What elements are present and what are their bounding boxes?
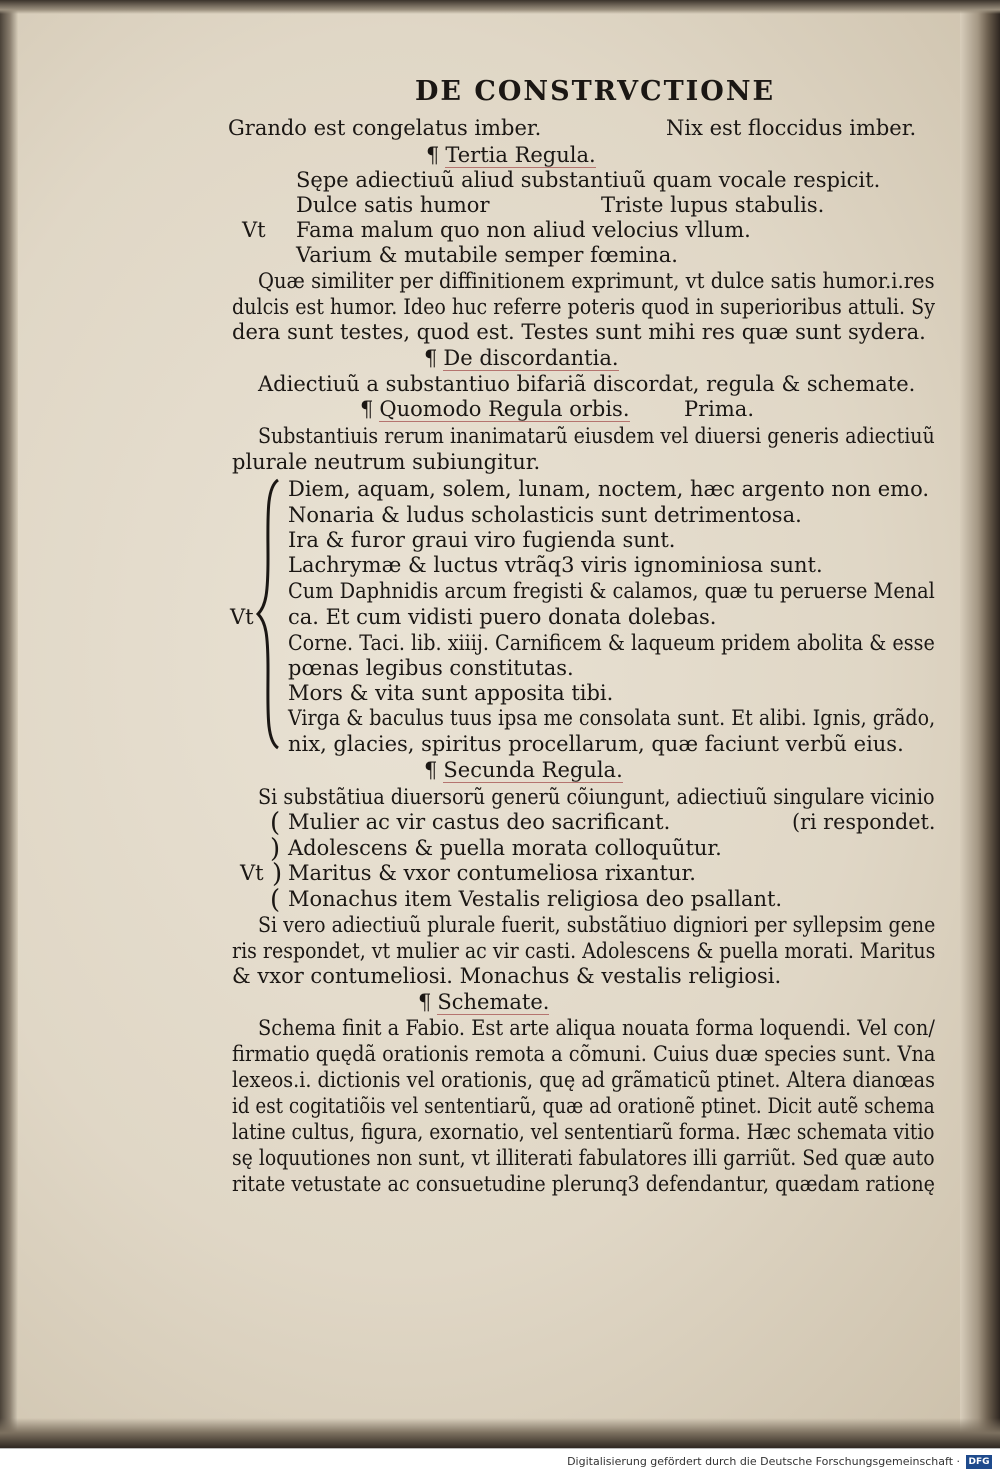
text-line: Virga & baculus tuus ipsa me consolata sunt. Et alibi. Ignis, grãdo, <box>288 706 936 730</box>
text-line: dulcis est humor. Ideo huc referre poteris quod in superioribus attuli. Sy <box>232 295 935 319</box>
text-line: (ri respondet. <box>792 810 936 834</box>
section-heading <box>360 397 630 421</box>
text-line: Ira & furor graui viro fugienda sunt. <box>288 528 676 552</box>
dfg-logo-icon: DFG <box>966 1455 992 1469</box>
text-line: Dulce satis humor <box>296 193 490 217</box>
text-line: Adolescens & puella morata colloquũtur. <box>288 836 722 860</box>
text-line: latine cultus, figura, exornatio, vel sententiarũ forma. Hæc schemata vitio <box>232 1120 935 1144</box>
text-line: Mulier ac vir castus deo sacrificant. <box>288 810 671 834</box>
text-line: Diem, aquam, solem, lunam, noctem, hæc argento non emo. <box>288 477 930 501</box>
text-line: Varium & mutabile semper fœmina. <box>296 243 678 267</box>
pilcrow-icon: ¶ <box>424 758 438 782</box>
text-line: nix, glacies, spiritus procellarum, quæ faciunt verbũ eius. <box>288 732 904 756</box>
text-line: Lachrymæ & luctus vtrãq3 viris ignominiosa sunt. <box>288 553 823 577</box>
text-line: Si vero adiectiuũ plurale fuerit, substãtiuo digniori per syllepsim gene <box>258 913 936 937</box>
text-line: Quæ similiter per diffinitionem exprimunt, vt dulce satis humor.i.res <box>258 269 935 293</box>
text-line: Maritus & vxor contumeliosa rixantur. <box>288 861 696 885</box>
text-line: plurale neutrum subiungitur. <box>232 450 541 474</box>
text-line: Grando est congelatus imber. <box>228 116 542 140</box>
text-line: lexeos.i. dictionis vel orationis, quę ad grãmaticũ ptinet. Altera dianœas <box>232 1068 935 1092</box>
text-line: ca. Et cum vidisti puero donata dolebas. <box>288 605 717 629</box>
section-heading <box>424 346 619 370</box>
text-line: Substantiuis rerum inanimatarũ eiusdem vel diuersi generis adiectiuũ <box>258 424 935 448</box>
section-heading <box>426 143 596 167</box>
pilcrow-icon: ¶ <box>426 143 440 167</box>
running-header: DE CONSTRVCTIONE <box>415 76 776 107</box>
text-line: sę loquutiones non sunt, vt illiterati fabulatores illi garriũt. Sed quæ auto <box>232 1146 935 1170</box>
text-line: Cum Daphnidis arcum fregisti & calamos, quæ tu peruerse Menal <box>288 579 935 603</box>
funding-credit: Digitalisierung gefördert durch die Deutsche Forschungsgemeinschaft · <box>567 1455 960 1468</box>
text-line: Mors & vita sunt apposita tibi. <box>288 681 614 705</box>
text-line: Si substãtiua diuersorũ generũ cõiungunt, adiectiuũ singulare vicinio <box>258 785 935 809</box>
heading-text: Secunda Regula. <box>443 758 623 782</box>
paren-icon: ) <box>270 834 281 864</box>
brace-icon <box>256 478 280 750</box>
page-top-edge <box>0 0 1000 14</box>
section-heading <box>418 990 549 1014</box>
text-line: Schema finit a Fabio. Est arte aliqua nouata forma loquendi. Vel con/ <box>258 1016 935 1040</box>
page-bottom-edge <box>0 1418 1000 1448</box>
text-line: Sępe adiectiuũ aliud substantiuũ quam vocale respicit. <box>296 168 881 192</box>
text-line: ris respondet, vt mulier ac vir casti. Adolescens & puella morati. Maritus <box>232 939 936 963</box>
text-line: id est cogitatiõis vel sententiarũ, quæ ad orationẽ ptinet. Dicit autẽ schema <box>232 1094 935 1118</box>
paren-icon: ( <box>270 885 281 915</box>
text-line: Fama malum quo non aliud velocius vllum. <box>296 218 751 242</box>
text-line: Adiectiuũ a substantiuo bifariã discordat, regula & schemate. <box>258 372 916 396</box>
side-marker-vt: Vt <box>242 218 266 242</box>
text-line: Nix est floccidus imber. <box>666 116 917 140</box>
text-line: & vxor contumeliosi. Monachus & vestalis religiosi. <box>232 964 782 988</box>
pilcrow-icon: ¶ <box>360 397 374 421</box>
pilcrow-icon: ¶ <box>424 346 438 370</box>
paren-icon: ) <box>272 859 283 889</box>
pilcrow-icon: ¶ <box>418 990 432 1014</box>
heading-text: De discordantia. <box>443 346 619 370</box>
text-line: Nonaria & ludus scholasticis sunt detrimentosa. <box>288 503 802 527</box>
page-left-edge <box>0 0 18 1448</box>
page-right-edge <box>960 0 1000 1448</box>
paren-icon: ( <box>270 808 281 838</box>
text-line: firmatio quędã orationis remota a cõmuni. Cuius duæ species sunt. Vna <box>232 1042 936 1066</box>
side-marker-vt: Vt <box>230 605 254 629</box>
heading-text: Schemate. <box>437 990 550 1014</box>
funding-footer <box>0 1448 1000 1475</box>
text-line: dera sunt testes, quod est. Testes sunt mihi res quæ sunt sydera. <box>232 320 926 344</box>
heading-text: Quomodo Regula orbis. <box>379 397 630 421</box>
heading-text: Tertia Regula. <box>445 143 596 167</box>
section-heading <box>424 758 623 782</box>
side-marker-vt: Vt <box>240 861 264 885</box>
text-line: Triste lupus stabulis. <box>601 193 825 217</box>
text-line: Corne. Taci. lib. xiiij. Carnificem & laqueum pridem abolita & esse <box>288 631 935 655</box>
text-line: pœnas legibus constitutas. <box>288 656 574 680</box>
text-line: ritate vetustate ac consuetudine plerunq3 defendantur, quædam rationę <box>232 1172 935 1196</box>
text-line: Monachus item Vestalis religiosa deo psallant. <box>288 887 783 911</box>
text-line: Prima. <box>684 397 754 421</box>
